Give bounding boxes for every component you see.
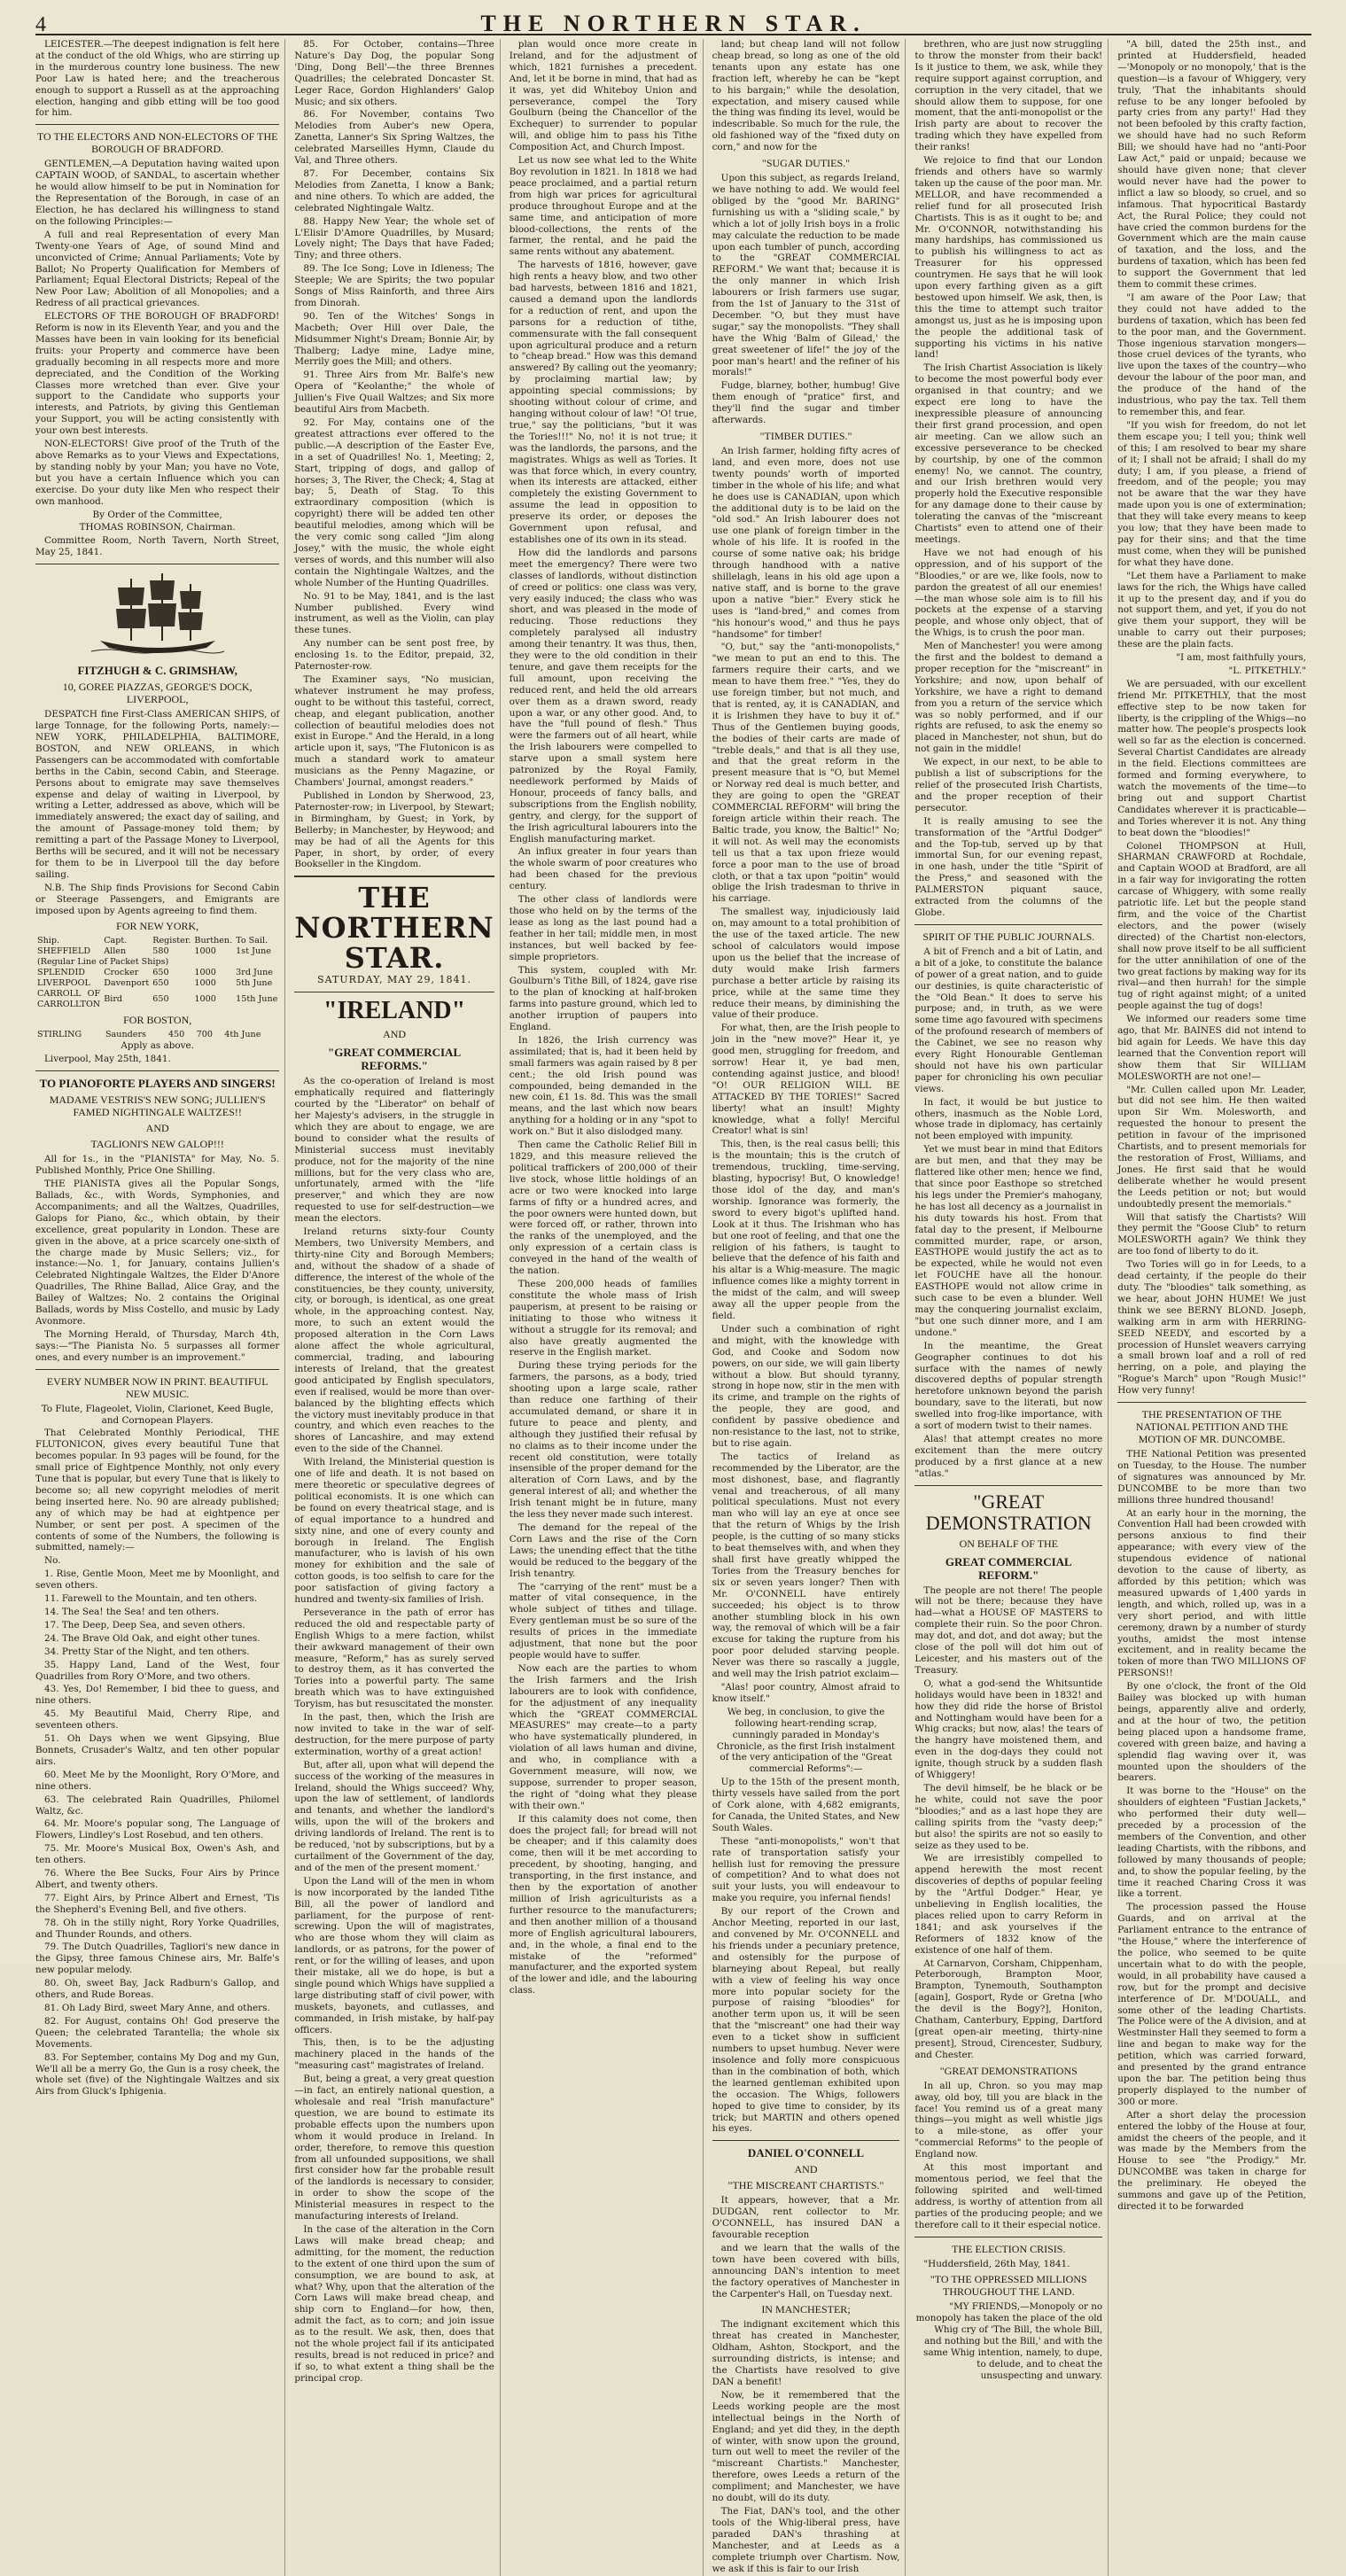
- schedule-cell: Allen: [104, 946, 127, 957]
- article-paragraph: land; but cheap land will not follow cheap bread, so long as one of the old tenants upon any estate has one fraction left, whereby he can be "kept to his bargain;" while the desolation, expectation, and misery caused while the thing was finding its level, would be indescribable. So much for the rule, the old fashioned way of the "fixed duty on corn," and now for the: [712, 39, 900, 153]
- numbered-list-item: 83. For September, contains My Dog and my Gun, We'll all be a merry Go, the Gun is a rosy cheek, the whole set (five) of the Nightingale Waltzes and six Airs from Gluck's Iphigenia.: [35, 2051, 280, 2097]
- schedule-row: [35, 989, 279, 1010]
- schedule-cell: 1000: [194, 994, 216, 1005]
- shipping-address: 10, GOREE PIAZZAS, GEORGE'S DOCK, LIVERPOOL,: [62, 681, 253, 706]
- boston-schedule: [35, 1030, 279, 1040]
- article-paragraph: But, after all, upon what will depend the success of the working of the measures in Ireland, should the Whigs succeed? Why, upon the law of settlement, of landlords and tenants, and whether the landlord's wills, upon the will of the brokers and driving landlords of Ireland. The rent is to be reduced, 'not by subscriptions, but by a curtailment of the Government of the day, and of the men of the present moment.': [294, 1759, 494, 1873]
- article-paragraph: Fudge, blarney, bother, humbug! Give them enough of "pratice" first, and they'll find the sugar and timber afterwards.: [712, 380, 900, 426]
- numbered-list-item: 76. Where the Bee Sucks, Four Airs by Prince Albert, and twenty others.: [35, 1868, 280, 1890]
- leader-article-continued: [510, 39, 697, 1996]
- numbered-list-item: 87. For December, contains Six Melodies from Zanetta, I know a Bank; and nine others. To which are added, the celebrated Nightingale Waltz.: [294, 167, 494, 214]
- schedule-cell: 15th June: [236, 994, 278, 1005]
- column-3: [510, 39, 704, 2576]
- article-paragraph: These "anti-monopolists," won't that rate of transportation satisfy your hellish lust for removing the pressure of competition? And to what does not suit your lusts, you will endeavour to make you require, you infernal fiends!: [712, 1835, 900, 1904]
- pianoforte-heading: TO PIANOFORTE PLAYERS AND SINGERS!: [39, 1077, 276, 1091]
- article-paragraph: It appears, however, that a Mr. DUDGAN, rent collector to Mr. O'CONNELL, has insured DAN a favourable reception: [712, 2195, 900, 2241]
- flute-players-line: To Flute, Flageolet, Violin, Clarionet, Keed Bugle, and Cornopean Players.: [41, 1403, 274, 1426]
- schedule-cell: 650: [152, 978, 169, 989]
- schedule-cell: 3rd June: [236, 968, 273, 978]
- numbered-list-item: 82. For August, contains Oh! God preserve the Queen; the celebrated Tarantella; the whole six Movements.: [35, 2015, 280, 2050]
- schedule-cell: 1st June: [236, 946, 271, 957]
- article-paragraph: In fact, it would be but justice to others, inasmuch as the Noble Lord, whose trade in diplomacy, has certainly not been employed with impunity.: [914, 1096, 1103, 1142]
- election-crisis-heading: THE ELECTION CRISIS.: [952, 2242, 1066, 2255]
- numbered-list-item: 43. Yes, Do! Remember, I bid thee to guess, and nine others.: [35, 1684, 280, 1707]
- article-paragraph: and we learn that the walls of the town have been covered with bills, announcing DAN's intention to meet the factory operatives of Manchester in the Carpenter's Hall, on Tuesday next.: [712, 2242, 900, 2300]
- article-paragraph: The tactics of Ireland as recommended by the Liberator, are the most dishonest, base, and flagrantly venal and treacherous, of all many political speculations. Must not every man who will lay an eye at once see that the return of Whigs by the Irish people, is the cutting of so many sticks to beat themselves with, and when they shall first have greatly whipped the Tories from the Treasury benches for six or seven years longer? Then with Mr. O'CONNELL have entirely succeeded; his object is to throw another stumbling block in his own way, the removal of which will be a fair excuse for taking the rupture from his poor poor deluded starving people. Never was there so rascally a juggle, and well may the Irish patriot exclaim—: [712, 1451, 900, 1680]
- article-paragraph: The Irish Chartist Association is likely to become the most powerful body ever organised in that country; and we expect ere long to have the inexpressible pleasure of announcing their first grand procession, and open air meeting. Can we allow such an excessive perseverance to be checked by courtship, by one of the common enemy! No, we cannot. The country, and our Irish brethren would very properly hold the Executive responsible for any damage done to their cause by tolerating the canvas of the "miscreant Chartists" even to attend one of their meetings.: [914, 362, 1103, 545]
- and-word: AND: [145, 1122, 169, 1135]
- schedule-header-cell: Ship.: [37, 936, 60, 946]
- numbered-list-item: 77. Eight Airs, by Prince Albert and Ernest, 'Tis the Shepherd's Evening Bell, and five others.: [35, 1892, 280, 1915]
- numbered-list-item: The Examiner says, "No musician, whatever instrument he may profess, ought to be without this tasteful, correct, cheap, and elegant publication, another collection of beautiful melodies does not exist in Europe." And the Herald, in a long article upon it, says, "The Flutonicon is as much a standard work to amateur musicians as the Penny Magazine, or Chambers' Journal, amongst readers.": [294, 673, 494, 789]
- article-paragraph: At this most important and momentous period, we feel that the following spirited and well-timed address, is worthy of attention from all parties of the producing people; and we therefore call to it their especial notice.: [914, 2162, 1103, 2230]
- numbered-list-item: 79. The Dutch Quadrilles, Tagliori's new dance in the Gipsy, three famous Chinese airs, Mr. Balfe's new popular melody.: [35, 1942, 280, 1976]
- timber-duties-heading: "TIMBER DUTIES.": [759, 430, 852, 442]
- schedule-cell: (Regular Line of Packet Ships): [37, 957, 169, 968]
- paper-running-title: THE NORTHERN STAR.: [480, 11, 867, 36]
- schedule-row: [35, 1030, 279, 1040]
- numbered-list-item: 17. The Deep, Deep Sea, and seven others.: [44, 1619, 245, 1630]
- article-paragraph: The "carrying of the rent" must be a matter of vital consequence, in the whole subject of tithes and tillage. Every gentleman must be so sure of the results of prices in the immediate adjustment, that none but the poor people would have to suffer.: [509, 1581, 697, 1661]
- column-1: [35, 39, 285, 2576]
- article-paragraph: We rejoice to find that our London friends and others have so warmly taken up the cause of the poor man. Mr. MELLOR, and have recommended a relief fund for all prosecuted Irish Chartists. This is as it ought to be; and Mr. O'CONNOR, notwithstanding his many hardships, has commissioned us to publish his willingness to act as Treasurer for his oppressed countrymen. He says that he will look upon every farthing given as a gift bestowed upon himself. We ask, then, is this the time to attempt such traitor amongst us, just as he is imposing upon the people the additional task of supporting his victims in his native land!: [914, 155, 1103, 361]
- numbered-list-item: 64. Mr. Moore's popular song, The Language of Flowers, Lindley's Lost Rosebud, and ten others.: [35, 1818, 280, 1841]
- schedule-cell: 450: [167, 1030, 185, 1040]
- article-paragraph: If this calamity does not come, then does the project fall; for bread will not be cheaper; and if this calamity does come, then will it be met according to precedent, by shooting, hanging, and transporting, in the first instance, and then by the exportation of another million of Irish agriculturists as a further resource to the manufacturers; and then another million of a thousand more of English agricultural labourers, and, in the whole, a final end to the mistake of the "reformed" manufacturer, and the exported system of the lower and idle, and the labouring class.: [509, 1813, 697, 1996]
- article-paragraph: Alas! that attempt creates no more excitement than the mere outcry produced by a first glance at a new "atlas.": [914, 1433, 1103, 1479]
- schedule-cell: SHEFFIELD: [37, 946, 91, 957]
- every-number-heading: EVERY NUMBER NOW IN PRINT. BEAUTIFUL NEW MUSIC.: [46, 1374, 268, 1400]
- signed-by: By Order of the Committee,: [92, 509, 222, 520]
- flutonicon-paragraph: That Celebrated Monthly Periodical, THE FLUTONICON, gives every beautiful Tune that becomes popular. In 93 pages will be found, for the small price of Eightpence Monthly, not only every Tune that is popular, but every Tune that is likely to become so; all new copyright melodies of merit being inserted here. No. 90 are already published; any of which may be had at eightpence per Number, or sent per post. A specimen of the contents of some of the Numbers, the following is submitted, namely:—: [35, 1428, 280, 1553]
- article-paragraph: plan would once more create in Ireland, and for the adjustment of which, 1821 furnishes a precedent. And, let it be borne in mind, that had as it was, yet did Whiteboy Union and perseverance, compel the Tory Goulburn (being the Chancellor of the Exchequer) to surrender to popular will, and oblige him to pass his Tithe Composition Act, and Church Impost.: [509, 39, 697, 153]
- article-paragraph: The indignant excitement which this threat has created in Manchester, Oldham, Ashton, Stockport, and the surrounding districts, is intense; and the Chartists have resolved to give DAN a benefit!: [712, 2319, 900, 2387]
- schedule-cell: Davenport: [104, 978, 150, 989]
- letter-date: "MY FRIENDS,—Monopoly or no monopoly has taken the place of the old Whig cry of 'The Bill, the whole Bill, and nothing but the Bill,' and with the same Whig intention, namely, to dupe, to delude, and to cheat the unsuspecting and unwary.: [915, 2301, 1103, 2381]
- schedule-cell: 700: [196, 1030, 213, 1040]
- great-demonstrations-subheading: "GREAT DEMONSTRATIONS: [939, 2064, 1078, 2077]
- article-paragraph: "O, but," say the "anti-monopolists," "we mean to put an end to this. The farmers require their carts, and we mean to have them free." "Yes, they do use foreign timber, but not much, and that is rented, ay, it is CANADIAN, and it is Irishmen they have to buy it of." Thus of the Gentlemen buying goods, the bodies of their carts are made of "treble deals," and that is all they use, and that the great reform in the present measure that is "O, but Memel or Norway red deal is much better, and they are going to open the "GREAT COMMERCIAL REFORM" will bring the foreign article within their reach. The Baltic trade, you know, the Baltic!" No; it will not. As well may the economists tell us that a tax upon frieze would force a poor man to the use of broad cloth, or that a tax upon "poitin" would oblige the Irish tradesman to thrive in his carriage.: [712, 642, 900, 905]
- numbered-list-item: 85. For October, contains—Three Nature's Day Dog, the popular Song 'Ding, Dong Bell'—the three Brennes Quadrilles; the celebrated Doncaster St. Leger Race, Gordon Highlanders' Galop Music; and six others.: [294, 39, 494, 107]
- schedule-row: [35, 946, 279, 957]
- shipping-paragraph: DESPATCH fine First-Class AMERICAN SHIPS, of large Tonnage, for the following Ports, namely:—NEW YORK, PHILADELPHIA, BALTIMORE, BOSTON, and NEW ORLEANS, in which Passengers can be accommodated with comfortable berths in the Cabin, second Cabin, and Steerage. Persons about to emigrate may save themselves expense and delay of waiting in Liverpool, by writing a Letter, addressed as above, which will be immediately answered; the exact day of sailing, and the amount of Passage-money told them; by remitting a part of the Passage Money to Liverpool, Berths will be secured, and it will not be necessary for them to be in Liverpool till the day before sailing.: [35, 709, 280, 880]
- pianista-price-line: All for 1s., in the "PIANISTA" for May, No. 5. Published Monthly, Price One Shilling.: [35, 1154, 280, 1177]
- schedule-header-cell: Capt.: [104, 936, 128, 946]
- numbered-list-item: 60. Meet Me by the Moonlight, Rory O'More, and nine others.: [35, 1769, 280, 1792]
- article-paragraph: During these trying periods for the farmers, the parsons, as a body, tried shooting upon a large scale, rather than reduce one farthing of their accumulated demand, or share it in future to peace and plenty, and although they justified their refusal by no claims as to their income under the recent old constitution, were totally insensible of the proper demand for the alteration of Corn Laws, and by the general interest of all; and whether the Irish tenant might be in future, many the less they never made such interest.: [509, 1360, 697, 1521]
- article-paragraph: The harvests of 1816, however, gave high rents a heavy blow, and two other bad harvests, between 1816 and 1821, caused a demand upon the landlords for a reduction of rent, and upon the parsons for a reduction of tithe, commensurate with the fall consequent upon agricultural produce and a return to "cheap bread." How was this demand answered? By calling out the yeomanry; by proclaiming martial law; by appointing special commissions; by shooting without colour of crime, and hanging without colour of law! "O! true, true," say the politicians, "but it was the Tories!!!" No, no! it is not true; it was the landlords, the parsons, and the magistrates. Whigs as well as Tories. It was that force which, in every country, when its interests are attacked, either completely the existing Government to assume the lead in opposition to preserve its order, or deposes the Government upon refusal, and establishes one of its own in its stead.: [509, 260, 697, 545]
- numbered-list-item: 92. For May, contains one of the greatest attractions ever offered to the public.—A description of the Easter Eve, in a set of Quadrilles! No. 1, Meeting; 2, Start, tripping of dogs, and gallop of horses; 3, The River, the Check; 4, Stag at bay; 5, Death of Stag. To this extraordinary composition (which is copyright) there will be added ten other beautiful melodies, among which will be the very comic song called "Jim along Josey," with the music, the whole eight verses of words, and this number will also contain the Nightingale Waltzes, and the whole Number of the Hunting Quadrilles.: [294, 417, 494, 588]
- article-paragraph: Have we not had enough of his oppression, and of his support of the "Bloodies," or are we, like fools, now to pardon the greatest of all our enemies!—the man whose sole aim is to fill his pockets at the expense of a starving people, and whose only object, that of the Whigs, is to crush the poor man.: [914, 547, 1103, 639]
- schedule-cell: 4th June: [224, 1030, 261, 1040]
- shipping-nb: N.B. The Ship finds Provisions for Second Cabin or Steerage Passengers, and Emigrants are imposed upon by Agents agreeing to find them.: [35, 882, 280, 916]
- to-oppressed-millions-heading: "TO THE OPPRESSED MILLIONS THROUGHOUT THE LAND.: [930, 2273, 1087, 2299]
- principles-paragraph: A full and real Representation of every Man Twenty-one Years of Age, of sound Mind and unconvicted of Crime; Annual Parliaments; Vote by Ballot; No Property Qualification for Members of Parliament; Equal Electoral Districts; Repeal of the New Poor Law; Abolition of all Monopolies; and a Redress of all practical grievances.: [35, 229, 280, 309]
- article-paragraph: After a short delay the procession entered the lobby of the House at four, amidst the cheers of the people, and it was made by the Members from the House to see "the Prodigy." Mr. DUNCOMBE was taken in charge for the preliminary. He obeyed the summons and gave up of the Petition, directed it to be forwarded: [1117, 2109, 1306, 2212]
- schedule-row: [35, 957, 279, 968]
- leader-subtitle: "GREAT COMMERCIAL REFORMS.": [328, 1046, 462, 1073]
- miscreant-chartists-heading: "THE MISCREANT CHARTISTS.": [727, 2179, 884, 2192]
- daniel-oconnell-heading: DANIEL O'CONNELL: [747, 2146, 865, 2160]
- numbered-list-item: 78. Oh in the stilly night, Rory Yorke Quadrilles, and Thunder Rounds, and others.: [35, 1917, 280, 1940]
- column-6: [1117, 39, 1311, 2576]
- schedule-cell: SPLENDID: [37, 968, 85, 978]
- article-paragraph: In the case of the alteration in the Corn Laws will make bread cheap; and admitting, for the moment, the reduction to the extent of one third upon the sum of consumption, we are bound to ask, at what? Why, upon that the alteration of the Corn Laws will make bread cheap, and ship corn to England—for how, then, admit the fact, as to corn; and join issue as to the result. We ask, then, does that not the whole project fail if its anticipated results, bread is not reduced in price? and if so, to what extent a thing shall be the principal crop.: [294, 2223, 494, 2384]
- numbered-list-item: 75. Mr. Moore's Musical Box, Owen's Ash, and ten others.: [35, 1843, 280, 1866]
- article-paragraph: "If you wish for freedom, do not let them escape you; I tell you; think well of this; I am resolved to bear my share of it; I shall not be afraid; I shall do my duty; I am, if you please, a friend of freedom, and of the people; you may not be aware that the war they have made upon you is one of extermination; that they will take every means to keep you low; that they have been made to pay for their sins; and that the time must come, when they will be punished for what they have done.: [1117, 419, 1306, 568]
- shipping-firm: FITZHUGH & C. GRIMSHAW,: [77, 664, 237, 678]
- article-paragraph: O, what a god-send the Whitsuntide holidays would have been in 1832! and how they did ride the horse of Bristol and Nottingham would have been for a Whig cracks; but now, alas! the tears of the hangry have moistened them, and even in the dog-days they could not ignite, though struck by a sudden flash of Whiggery!: [914, 1677, 1103, 1781]
- schedule-cell: Crocker: [104, 968, 139, 978]
- article-paragraph: brethren, who are just now struggling to throw the monster from their back! Is it justice to them, we ask, while they require support against corruption, and corruption in the very citadel, that we should allow them to suppose, for one moment, that the anti-monopolist or the Irish party are about to recover the trading which they have expelled from their ranks!: [914, 39, 1103, 153]
- letter-signature: "L. PITKETHLY.": [1228, 665, 1306, 676]
- numbered-list-item: 35. Happy Land, Land of the West, four Quadrilles from Rory O'More, and two others.: [35, 1659, 280, 1682]
- article-paragraph: In all up, Chron. so you may map away, old boy, till you are black in the face! You remind us of a great many things—you might as well whistle jigs to a mile-stone, as offer your "commercial Reforms" to the people of England now.: [914, 2080, 1103, 2160]
- vestris-song-line: MADAME VESTRIS'S NEW SONG; JULLIEN'S FAMED NIGHTINGALE WALTZES!!: [49, 1093, 266, 1119]
- numbered-list-item: 14. The Sea! the Sea! and ten others.: [44, 1607, 220, 1617]
- electors-address-heading: TO THE ELECTORS AND NON-ELECTORS OF THE BOROUGH OF BRADFORD.: [36, 130, 278, 156]
- numbered-list-item: Any number can be sent post free, by enclosing 1s. to the Editor, prepaid, 32, Paternoster-row.: [294, 638, 494, 673]
- article-paragraph: At an early hour in the morning, the Convention Hall had been crowded with persons anxious to find their appearance; with every view of the stupendous evidence of national devotion to the cause of liberty, as afforded by this petition; which was measured upwards of 1,400 yards in length, and which, rolled up, was in a very short period, and with little ceremony, drawn by a number of sturdy youths, amidst the most intense excitement, and in reality became the token of more than TWO MILLIONS OF PERSONS!!: [1117, 1507, 1306, 1679]
- sugar-duties-heading: "SUGAR DUTIES.": [761, 157, 851, 170]
- article-paragraph: Yet we must bear in mind that Editors are but men, and that they may be flattered like other men; hence we find, that since poor Easthope so stretched his legs under the Premier's mahogany, he has lost all decency as a journalist in his duty towards his host. From that fatal day to the present, if Melbourne committed murder, rape, or arson, EASTHOPE would justify the act as to be expected, while he would not even let FOUCHE have all the honour. EASTHOPE would not allow crime in such case to be even a blunder. Well may the conquering journalist exclaim, "but one such dinner more, and I am undone.": [914, 1144, 1103, 1338]
- article-paragraph: Upon this subject, as regards Ireland, we have nothing to add. We would feel obliged by the "good Mr. BARING" furnishing us with a "sliding scale," by which a lot of jolly Irish boys in a frolic may calculate the reduction to be made upon each tumbler of punch, according to the "GREAT COMMERCIAL REFORM." We want that; because it is the only manner in which Irish labourers or Irish farmers use sugar, from the 1st of January to the 31st of December. "O, but they must have sugar," say the monopolists. "They shall have the Whig 'Balm of Gilead,' the great sweetener of life!" the joy of the poor man's heart! and the refiner of his morals!": [712, 173, 900, 378]
- article-paragraph: Then came the Catholic Relief Bill in 1829, and this measure relieved the political traffickers of 200,000 of their live stock, whose little holdings of an acre or two were knocked into large farms of fifty or a hundred acres, and the poor owners were hunted down, but were forced off, or rather, thrown into the ranks of the unemployed, and the only expression of a certain class is conveyed in the hand of the wealth of the nation.: [509, 1140, 697, 1277]
- schedule-cell: CARROLL OF CARROLLTON: [37, 989, 101, 1010]
- article-paragraph: "Mr. Cullen called upon Mr. Leader, but did not see him. He then waited upon Sir Wm. Molesworth, and requested the honour to present the petition in favour of the imprisoned Chartists, and to present memorials for the restoration of Frost, Williams, and Jones. He first said that he would deliberate whether he would present the Leeds petition or not; but would undoubtedly present the memorials.": [1117, 1084, 1306, 1210]
- article-paragraph: By one o'clock, the front of the Old Bailey was blocked up with human beings, apparently alive and orderly, and at the hour of two, the petition being placed upon a handsome frame, covered with green baize, and having a splendid flag waving over it, was mounted upon the shoulders of the bearers.: [1117, 1681, 1306, 1784]
- article-paragraph: This, then, is to be the adjusting machinery placed in the hands of the "measuring cast" magistrates of Ireland.: [294, 2037, 494, 2072]
- leader-title: "IRELAND": [323, 997, 466, 1025]
- article-paragraph: An Irish farmer, holding fifty acres of land, and even more, does not use twenty pounds' worth of imported timber in the whole of his life; and what he does use is CANADIAN, upon which the additional duty is to be laid on the "old sod." An Irish labourer does not use one plank of foreign timber in the whole of his life. It is roofed in the course of some native oak; his bridge through handhood with a native shillelagh, leans in his old age upon a native staff, and is borne to the grave upon a native "bier." Every stick he uses is "land-bred," and comes from "his honour's wood," and thus he pays "handsome" for timber!: [712, 446, 900, 640]
- paper-nameplate: THE NORTHERN STAR.: [294, 881, 494, 976]
- article-paragraph: These 200,000 heads of families constitute the whole mass of Irish pauperism, at present to be raising or initiating to those who witness it without a struggle for its removal; and also have greatly augmented the reserve in the English market.: [509, 1278, 697, 1358]
- article-paragraph: It is really amusing to see the transformation of the "Artful Dodger" and the Top-tub, served up by that immortal Sun, for our evening repast, in one hash, under the title "Spirit of the Press," and seasoned with the PALMERSTON piquant sauce, extracted from the columns of the Globe.: [914, 815, 1103, 918]
- demonstration-subheading: GREAT COMMERCIAL REFORM.": [945, 1554, 1072, 1582]
- schedule-header-cell: Register.: [152, 936, 191, 946]
- sailing-schedule: [35, 936, 279, 1010]
- article-paragraph: Will that satisfy the Chartists? Will they permit the "Goose Club" to return MOLESWORTH again? We think they are too fond of liberty to do it.: [1117, 1211, 1306, 1257]
- article-paragraph: The procession passed the House Guards, and on arrival at the Parliament entrance to the entrance of "the House," where the interference of the police, who seemed to be quite uncertain what to do with the people, would, in all probability have caused a row, but for the prompt and decisive interference of Dr. M'DOUALL, and some other of the leading Chartists. The Police were of the A division, and at Westminster Hall they seemed to form a line and began to make way for the petition, which was carried forward, and presented by the grand entrance upon the bar. The petition being thus properly displayed to the number of 300 or more.: [1117, 1902, 1306, 2107]
- in-manchester-heading: IN MANCHESTER;: [761, 2303, 851, 2316]
- schedule-cell: STIRLING: [37, 1030, 82, 1040]
- article-paragraph: Let us now see what led to the White Boy revolution in 1821. In 1818 we had peace proclaimed, and a partial return from high war prices for agricultural produce throughout Europe and at the same time, and anticipation of more blood-collections, the rents of the farmer, the rental, and he paid the same rents without any abatement.: [509, 155, 697, 258]
- numbered-list-item: 90. Ten of the Witches' Songs in Macbeth; Over Hill over Dale, the Midsummer Night's Dream; Bonnie Air, by Thalberg; Ladye mine, Ladye mine, Merrily goes the Mill; and others.: [294, 310, 494, 368]
- national-petition-heading: THE PRESENTATION OF THE NATIONAL PETITION AND THE MOTION OF MR. DUNCOMBE.: [1135, 1408, 1288, 1446]
- apply-date: Liverpool, May 25th, 1841.: [44, 1054, 171, 1065]
- article-paragraph: In the meantime, the Great Geographer continues to dot his surface with the names of newly discovered depths of popular strength heretofore unknown beyond the parish boundary, save to the literati, but now swelled into frog-like importance, with a sort of modern twist to their names.: [914, 1340, 1103, 1432]
- schedule-row: [35, 968, 279, 978]
- schedule-cell: 650: [152, 994, 169, 1005]
- schedule-cell: 5th June: [236, 978, 273, 989]
- page-number: 4: [35, 13, 46, 36]
- article-paragraph: We informed our readers some time ago, that Mr. BAINES did not intend to bid again for Leeds. We have this day learned that the Convention report will show them that Sir WILLIAM MOLESWORTH are not one!—: [1117, 1014, 1306, 1082]
- committee-room: Committee Room, North Tavern, North Street, May 25, 1841.: [35, 535, 280, 558]
- article-paragraph: We are persuaded, with our excellent friend Mr. PITKETHLY, that the most effective step to be now taken for liberty, is the crippling of the Whigs—no matter how. The people's prospects look well so far as the election is concerned. Several Chartist Candidates are already in the field. Elections committees are formed and forming everywhere, to watch the movements of the time—to bring out and support Chartist Candidates wherever it is practicable—and Tories wherever it is not. Any thing to beat down the "bloodies!": [1117, 678, 1306, 838]
- article-paragraph: Up to the 15th of the present month, thirty vessels have sailed from the port of Cork alone, with 4,682 emigrants, for Canada, the United States, and New South Wales.: [712, 1777, 900, 1833]
- spirit-of-journals-heading: SPIRIT OF THE PUBLIC JOURNALS.: [922, 930, 1095, 943]
- article-paragraph: At Carnarvon, Corsham, Chippenham, Peterborough, Brampton Moor, Brampton, Tynemouth, Southampton [again], Gosport, Ryde or Gretna [who the devil is the Bogy?], Honiton, Chatham, Canterbury, Epping, Dartford [great open-air meeting, thirty-nine present], Stroud, Cirencester, Sudbury, and Chester.: [914, 1957, 1103, 2060]
- leader-article: [294, 1076, 494, 2384]
- numbered-list-item: 86. For November, contains Two Melodies from Auber's new Opera, Zanetta, Lanner's Six Spring Waltzes, the celebrated Marseilles Hymn, Claude du Val, and Three others.: [294, 109, 494, 167]
- signatory: THOMAS ROBINSON, Chairman.: [79, 522, 236, 533]
- article-paragraph: Now each are the parties to whom the Irish farmers and the Irish labourers are to look with confidence, for the adjustment of any inequality which the "GREAT COMMERCIAL MEASURES" may create—to a party who have systematically plundered, in violation of all laws human and divine, and who, in compliance with a Government measure, will now, we suppose, surrender to proper season, the right of "doing what they please with their own.": [509, 1662, 697, 1811]
- article-paragraph: Perseverance in the path of error has reduced the old and respectable party of English Whigs to a mere faction, whilst their awkward management of their own measure, "Reform," has as surely served to destroy them, as it has converted the Tories into a powerful party. The same breath which was to have extinguished Toryism, has but resuscitated the monster.: [294, 1607, 494, 1710]
- numbered-list-item: 80. Oh, sweet Bay, Jack Radburn's Gallop, and others, and Rude Boreas.: [35, 1978, 280, 2001]
- article-paragraph: The other class of landlords were those who held on by the terms of the lease as long as the last pound had a feather in her tail; middle men, in most instances, but well backed by fee-simple proprietors.: [509, 894, 697, 962]
- article-paragraph: Now, be it remembered that the Leeds working people are the most intellectual beings in the North of England; and yet did they, in the depth of winter, with snow upon the ground, turn out well to meet the reviler of the "miscreant Chartists." Manchester, therefore, owes Leeds a return of the compliment; and Manchester, we have no doubt, will do its duty.: [712, 2389, 900, 2504]
- numbered-list-item: 34. Pretty Star of the Night, and ten others.: [44, 1646, 250, 1657]
- schedule-cell: 580: [152, 946, 169, 957]
- schedule-header-cell: To Sail.: [236, 936, 268, 946]
- schedule-cell: 1000: [194, 946, 216, 957]
- article-paragraph: Men of Manchester! you were among the first and the boldest to demand a proper reception for the "miscreant" in Yorkshire; and now, upon behalf of Yorkshire, we have a right to demand from you a return of the service which was so nobly performed, and if our rights are refused, to ask the enemy so placed in Manchester, not shun, but do not gain in the middle!: [914, 641, 1103, 755]
- number-label: No.: [44, 1555, 61, 1567]
- schedule-cell: 1000: [194, 968, 216, 978]
- schedule-row: [35, 978, 279, 989]
- article-paragraph: For what, then, are the Irish people to join in the "new move?" Hear it, ye good men, struggling for freedom, and sorrow! Hear it, ye bad men, contending against justice, and blood! "O! OUR RELIGION WILL BE ATTACKED BY THE TORIES!" Sacred liberty! what an insult! Mighty knowledge, what a folly! Merciful Creator! what is sin!: [712, 1023, 900, 1137]
- article-paragraph: But, being a great, a very great question—in fact, an entirely national question, a wholesale and real "Irish manufacture" question, we are bound to estimate its probable effects upon the numbers upon whom it would produce in Ireland. In order, therefore, to remove this question from all unfounded suppositions, we shall first consider how far the probable result of the landlords is necessary to consider, in order to show the scope of the Ministerial measures in respect to the manufacturing interests of Ireland.: [294, 2074, 494, 2222]
- article-paragraph: It was borne to the "House" on the shoulders of eighteen "Fustian Jackets," who performed their duty well—preceded by a procession of the members of the Convention, and other leading Chartists, with the ribbons, and followed by many thousands of people; and, to show the popular feeling, by the time it reached Charing Cross it was like a torrent.: [1117, 1786, 1306, 1900]
- article-paragraph: "I am aware of the Poor Law; that they could not have added to the burdens of taxation, which has been fed to the poor man, and the Government. Those ingenious starvation mongers—those cruel devices of the tyrants, who live upon the taxes of the country—who devour the labour of the poor man, and the produce of the hand of the industrious, who pay the tax. Tell them to remember this, and fear.: [1117, 292, 1306, 417]
- quotation: We beg, in conclusion, to give the following heart-rending scrap, cunningly paraded in Monday's Chronicle, as the first Irish instalment of the very anticipation of the "Great commercial Reforms":—: [716, 1706, 896, 1775]
- non-electors-paragraph: NON-ELECTORS! Give proof of the Truth of the above Remarks as to your Views and Expectations, by standing nobly by your Man; you have no Vote, but you have a certain Influence which you can exercise. Do your duty like Men who respect their own manhood.: [35, 439, 280, 507]
- for-boston: FOR BOSTON,: [123, 1014, 192, 1027]
- great-demonstration-heading: "GREAT DEMONSTRATION: [925, 1490, 1092, 1534]
- leader-and: AND: [383, 1028, 407, 1041]
- article-paragraph: "Huddersfield, 26th May, 1841.: [923, 2258, 1070, 2269]
- article-paragraph: The devil himself, be he black or be he white, could not save the poor "bloodies;" and as a last hope they are calling spirits from the "vasty deep;" but also! the spirits are not so easily to seize as they used to be.: [914, 1782, 1103, 1851]
- morning-herald-quote: The Morning Herald, of Thursday, March 4th, says:—"The Pianista No. 5 surpasses all former ones, and every number is an improvement.": [35, 1328, 280, 1363]
- article-paragraph: The demand for the repeal of the Corn Laws and the rise of the Corn Laws; the unending effect that the tithe would be reduced to the beggary of the Irish tenantry.: [509, 1522, 697, 1579]
- article-paragraph: This system, coupled with Mr. Goulburn's Tithe Bill, of 1824, gave rise to the plan of knocking at half-broken farms into pasture ground, which led to another irruption of paupers into England.: [509, 964, 697, 1033]
- article-paragraph: By our report of the Crown and Anchor Meeting, reported in our last, and convened by Mr. O'CONNELL and his friends under a pecuniary pretence, and ostensibly for the purpose of blarneying about Repeal, but really with a view of feeling his way once more into popular society for the purpose of raising "bloodies" for another term upon us, it will be seen that the "miscreant" one had their way even to a ticket show in sufficient numbers to upset humbug. Never were insolence and folly more conspicuous than in the combination of both, which the learned gentleman exhibited upon the occasion. The Whigs, followers hoped to give time to consider, by its trick; but MARTIN and others opened his eyes.: [712, 1906, 900, 2135]
- article-paragraph: Upon the Land will of the men in whom is now incorporated by the landed Tithe Bill, all the power of landlord and parliament, for the purpose of rent-screwing. Upon the will of magistrates, who are those whom they will claim as landlords, or as patrons, for the power of rent, or for the willing of leases, and upon their mistake, all we do hope, is but a single pound which Whigs have supplied a large distributing staff of civil power, with muskets, bayonets, and cutlasses, and commanded, in Irish mistake, by half-pay officers.: [294, 1875, 494, 2035]
- article-paragraph: This, then, is the real casus belli; this is the mountain; this is the crutch of tremendous, truckling, time-serving, blasting, hypocrisy! But, O knowledge! those idol of the day, and man's worship. Ignorance was formerly, the sword to every bigot's uplifted hand. Look at it thus. The Irishman who has but one root of feeling, and that one the religion of his fathers, is taught to believe that the defence of his faith and his altar is a Whig-measure. The magic influence comes like a mighty torrent in the midst of the calm, and will sweep away all the upper people from the field.: [712, 1139, 900, 1321]
- schedule-cell: Bird: [104, 994, 123, 1005]
- article-paragraph: "Alas! poor country, Almost afraid to know itself.": [712, 1681, 900, 1704]
- schedule-cell: 650: [152, 968, 169, 978]
- numbered-list-item: 81. Oh Lady Bird, sweet Mary Anne, and others.: [44, 2003, 270, 2013]
- article-paragraph: An influx greater in four years than the whole swarm of poor creatures who had been chased for the previous century.: [509, 846, 697, 892]
- article-paragraph: The people are not there! The people will not be there; because they have had—what a HOUSE OF MASTERS to complete their ruin. So the poor Chron. may dot, and dot, and dot away; but the close of the poll will dot him out of Leicester, and his masters out of the Treasury.: [914, 1584, 1103, 1676]
- for-new-york: FOR NEW YORK,: [116, 920, 199, 933]
- daniel-and: AND: [794, 2163, 818, 2176]
- column-4: [712, 39, 906, 2576]
- paper-dateline: SATURDAY, MAY 29, 1841.: [317, 974, 472, 986]
- article-paragraph: Under such a combination of right and might, with the knowledge with God, and Cooke and Sodom now powers, on our side, we will gain liberty without a blow. But should tyranny, strong in hope now, stir in the men with its crime, and trample on the rights of the people, they are good, and confident by passive obedience and non-resistance to the last, not to strike, but to rise again.: [712, 1323, 900, 1449]
- article-paragraph: The smallest way, injudiciously laid on, may amount to a total prohibition of the use of the taxed article. The new school of calculators would impose upon us the belief that the increase of duty would make Irish farmers purchase a better article by raising its price, while at the same time they reduce their means, by diminishing the value of their produce.: [712, 907, 900, 1021]
- article-paragraph: "A bill, dated the 25th inst., and printed at Huddersfield, headed—'Monopoly or no monopoly,' that is the question—is a favour of Whiggery, very truly, 'That the inhabitants should refuse to be any longer befooled by party cries from any party!' Had they not been befooled by this crafty faction, we should have had no such Reform Bill; we should have had no "anti-Poor Law Act," paid or unpaid; because we should have given none; that clever would never have had the power to inflict a law so bloody, so cruel, and so infamous. That hypocritical Bastardy Act, the Rural Police; they could not have cried the common burdens for the Government which are the main cause of taxation, and the loss, and the burdens of taxation, which has been fed to support the Government that led them to commit these crimes.: [1117, 39, 1306, 291]
- article-paragraph: We are irresistibly compelled to append herewith the most recent discoveries of depths of popular feeling by the "Artful Dodger." Hear, ye unbelieving in English localities, the places relied upon to carry Reform in 1841; and ask yourselves if the Reformers of 1832 know of the existence of one half of them.: [914, 1853, 1103, 1956]
- taglioni-galop-line: TAGLIONI'S NEW GALOP!!!: [90, 1138, 224, 1151]
- column-2: [294, 39, 500, 2576]
- article-paragraph: Two Tories will go in for Leeds, to a dead certainty, if the people do their duty. The "bloodies" talk something, as we hear, about JOHN HUME! We just think we see BERNY BLOND. Joseph, walking arm in arm with HERRING-SEED NEEDY, and escorted by a procession of Hunslet weavers carrying a small brown loaf and a roll of red herring, on a pole, and playing the "Rogue's March" upon "Rough Music!" How very funny!: [1117, 1259, 1306, 1397]
- article-paragraph: "Let them have a Parliament to make laws for the rich, the Whigs have called it up to the present day, and if you do not support them, and yet, if you do not give them your support, they will be unable to carry out their purposes; these are the plain facts.: [1117, 570, 1306, 650]
- schedule-header-cell: Burthen.: [194, 936, 233, 946]
- demonstration-behalf: ON BEHALF OF THE: [959, 1537, 1059, 1550]
- numbered-list-item: 89. The Ice Song; Love in Idleness; The Steeple; We are Spirits; the two popular Songs of Miss Rainforth, and three Airs from Dinorah.: [294, 263, 494, 308]
- schedule-cell: 1000: [194, 978, 216, 989]
- leicester-paragraph: LEICESTER.—The deepest indignation is felt here at the conduct of the old Whigs, who are stirring up in the murderous country lone business. The new Poor Law is hated here; and the treacherous enough to support a Russell as at the approaching election, hanging and gibb etting will be too good for him.: [35, 39, 280, 119]
- article-paragraph: Ireland returns sixty-four County Members, two University Members, and thirty-nine City and Borough Members; and, without the shadow of a shade of difference, the interest of the whole of the constituencies, be they county, university, city, or borough, is identical, as one great whole, in the approaching contest. Nay, more, to such an extent would the proposed alteration in the Corn Laws alone affect the whole agricultural, commercial, trading, and labouring interests of Ireland, that the greatest good anticipated by English speculators, even if realised, would be more than over-balanced by the blighting effects which the victory must inevitably produce in that country, and which even reaches to the shores of Lancashire, and may extend even to the side of the Channel.: [294, 1226, 494, 1455]
- numbered-list-item: 88. Happy New Year; the whole set of L'Elisir D'Amore Quadrilles, by Musard; Lovely night; The Days that have Faded; Tiny; and three others.: [294, 215, 494, 261]
- schedule-cell: Saunders: [105, 1030, 146, 1040]
- article-paragraph: Colonel THOMPSON at Hull, SHARMAN CRAWFORD at Rochdale, and Captain WOOD at Bradford, are all in a fair way for invigorating the rotten carcase of Whiggery, with some really patriotic life. Let but the people stand firm, and the voice of the Chartist electors, and the power (wisely directed) of the Chartist non-electors, shall now prove itself to be all sufficient for the utter annihilation of one of the two great factions by making way for its rival—and then hurrah! for the simple tug of right against might; of a united people against the tug of dogs!: [1117, 840, 1306, 1012]
- numbered-list-item: No. 91 to be May, 1841, and is the last Number published. Every wind instrument, as well as the Violin, can play these tunes.: [294, 590, 494, 636]
- article-paragraph: A bit of French and a bit of Latin, and a bit of a joke, to constitute the balance of power of a great nation, and to guide our destinies, is quite characteristic of the "Old Bean." It does to serve his purpose; and, in truth, as we were some time ago favoured with specimens of the profound research of members of the Cabinet, we see no reason why every Right Honourable Gentleman should not have his own particular paper for chronicling his own peculiar views.: [914, 946, 1103, 1094]
- gentlemen-paragraph: GENTLEMEN,—A Deputation having waited upon CAPTAIN WOOD, of SANDAL, to ascertain whether he would allow himself to be put in Nomination for the Representation of the Borough, in case of an Election, he has declared his willingness to stand on the following Principles:—: [35, 159, 280, 227]
- numbered-list-item: 1. Rise, Gentle Moon, Meet me by Moonlight, and seven others.: [35, 1568, 280, 1592]
- numbered-list-item: 24. The Brave Old Oak, and eight other tunes.: [44, 1632, 261, 1644]
- flutonicon-number-list: [35, 1568, 279, 2097]
- article-paragraph: In the past, then, which the Irish are now invited to take in the war of self-destruction, for the mere purpose of party extermination, worthy of a great action!: [294, 1712, 494, 1757]
- numbered-list-item: Published in London by Sherwood, 23, Paternoster-row; in Liverpool, by Stewart; in Birmingham, by Guest; in York, by Bellerby; in Manchester, by Heywood; and may be had of all the Agents for this Paper, in short, by order, of every Bookseller in the Kingdom.: [294, 790, 494, 870]
- article-paragraph: How did the landlords and parsons meet the emergency? There were two classes of landlords, without distinction of creed or politics: one class was very, very easily induced; the class who was short, and was pleased in the mode of reducing. Those reductions they completely paralysed all industry among their tenantry. It was thus, then, they were to the old condition in their tenure, and gave them receipts for the full amount, upon receiving the reduced rent, and held the old arrears over them as a drawn sword, ready upon a war, or any other good. And, to have the "full pound of flesh." Thus were the farmers out of all heart, while the Irish labourers were compelled to starve upon a small system here patronized by the Royal Family, needlework performed by Maids of Honour, proceeds of fancy balls, and subscriptions from the English nobility, gentry, and clergy, for the support of the Irish agricultural labourers into the English manufacturing market.: [509, 547, 697, 844]
- article-paragraph: With Ireland, the Ministerial question is one of life and death. It is not based on mere theoretic or speculative degrees of political economists. It is one which can be found on every theatrical stage, and is of equal importance to a hundred and sixty nine, and one of every county and borough in Ireland. The English manufacturer, who is lavish of his own money for exhibition and the sale of cotton goods, is too selfish to care for the poor satisfaction of giving factory a hundred and twenty-six families of Irish.: [294, 1457, 494, 1606]
- pianista-paragraph: THE PIANISTA gives all the Popular Songs, Ballads, &c., with Words, Symphonies, and Accompaniments; and all the Waltzes, Quadrilles, Galops for Piano, &c., which obtain, by their excellence, great popularity in London. These are given in the above, at a price scarcely one-sixth of the charge made by Music Sellers; viz., for instance:—No. 1, for January, contains Jullien's Celebrated Nightingale Waltzes, the Elder D'Anore Quadrilles, The Rhine Ballad, Alice Gray, and the Bailey of Waltzes; No. 2 contains the Original Ballads, words by Miss Costello, and music by Lady Avonmore.: [35, 1179, 280, 1327]
- numbered-list-item: 91. Three Airs from Mr. Balfe's new Opera of "Keolanthe;" the whole of Jullien's Five Quail Waltzes; and Six more beautiful Airs from Macbeth.: [294, 370, 494, 416]
- numbered-list-item: 45. My Beautiful Maid, Cherry Ripe, and seventeen others.: [35, 1708, 280, 1732]
- numbered-list-item: 51. Oh Days when we went Gipsying, Blue Bonnets, Crusader's Waltz, and ten other popular airs.: [35, 1733, 280, 1767]
- running-header: [35, 11, 1311, 35]
- article-paragraph: As the co-operation of Ireland is most emphatically required and flatteringly courted by the "Liberator" on behalf of her Majesty's advisers, in the struggle in which they are about to engage, we are bound to consider what the results of Ministerial success must inevitably produce, not for the majority of the nine millions, but for the very class who are, unfortunately, armed with the "life preserver," and which they are now requested to use for self-destruction—we mean the electors.: [294, 1076, 494, 1225]
- article-paragraph: The Fiat, DAN's tool, and the other tools of the Whig-liberal press, have paraded DAN's thrashing at Manchester, and at Leeds as a complete triumph over Chartism. Now, we ask if this is fair to our Irish: [712, 2505, 900, 2574]
- flutonicon-contents-continued: [294, 39, 494, 870]
- article-paragraph: In 1826, the Irish currency was assimilated; that is, had it been held by small farmers was again raised by 8 per cent.; the old Irish pound was compounded, being demanded in the new coin, £1 1s. 8d. This was the small means, and the last which now bears anything for a holding or in any "spot to work on." But it also dislodged many.: [509, 1034, 697, 1138]
- sailing-ship-icon: [91, 570, 224, 658]
- apply-note: Apply as above.: [121, 1040, 194, 1052]
- electors-paragraph: ELECTORS OF THE BOROUGH OF BRADFORD! Reform is now in its Eleventh Year, and you and the Masses have been in vain looking for its beneficial fruits: your Property and commerce have been gradually becoming in all respects more and more depreciated, and the Condition of the Working Classes more wretched than ever. Give your support to the Candidate who supports your interests, and Patriots, by giving this Gentleman your Support, you will be acting consistently with your own best interests.: [35, 311, 280, 437]
- article-paragraph: We expect, in our next, to be able to publish a list of subscriptions for the relief of the prosecuted Irish Chartists, and the proper reception of their persecutor.: [914, 757, 1103, 813]
- column-5: [914, 39, 1109, 2576]
- schedule-header-row: [35, 936, 279, 946]
- article-paragraph: THE National Petition was presented on Tuesday, to the House. The number of signatures was announced by Mr. DUNCOMBE to be more than two millions three hundred thousand!: [1117, 1449, 1306, 1506]
- letter-closing: "I am, most faithfully yours,: [1176, 652, 1306, 664]
- numbered-list-item: 11. Farewell to the Mountain, and ten others.: [44, 1593, 257, 1605]
- numbered-list-item: 63. The celebrated Rain Quadrilles, Philomel Waltz, &c.: [35, 1794, 280, 1817]
- schedule-cell: LIVERPOOL: [37, 978, 90, 989]
